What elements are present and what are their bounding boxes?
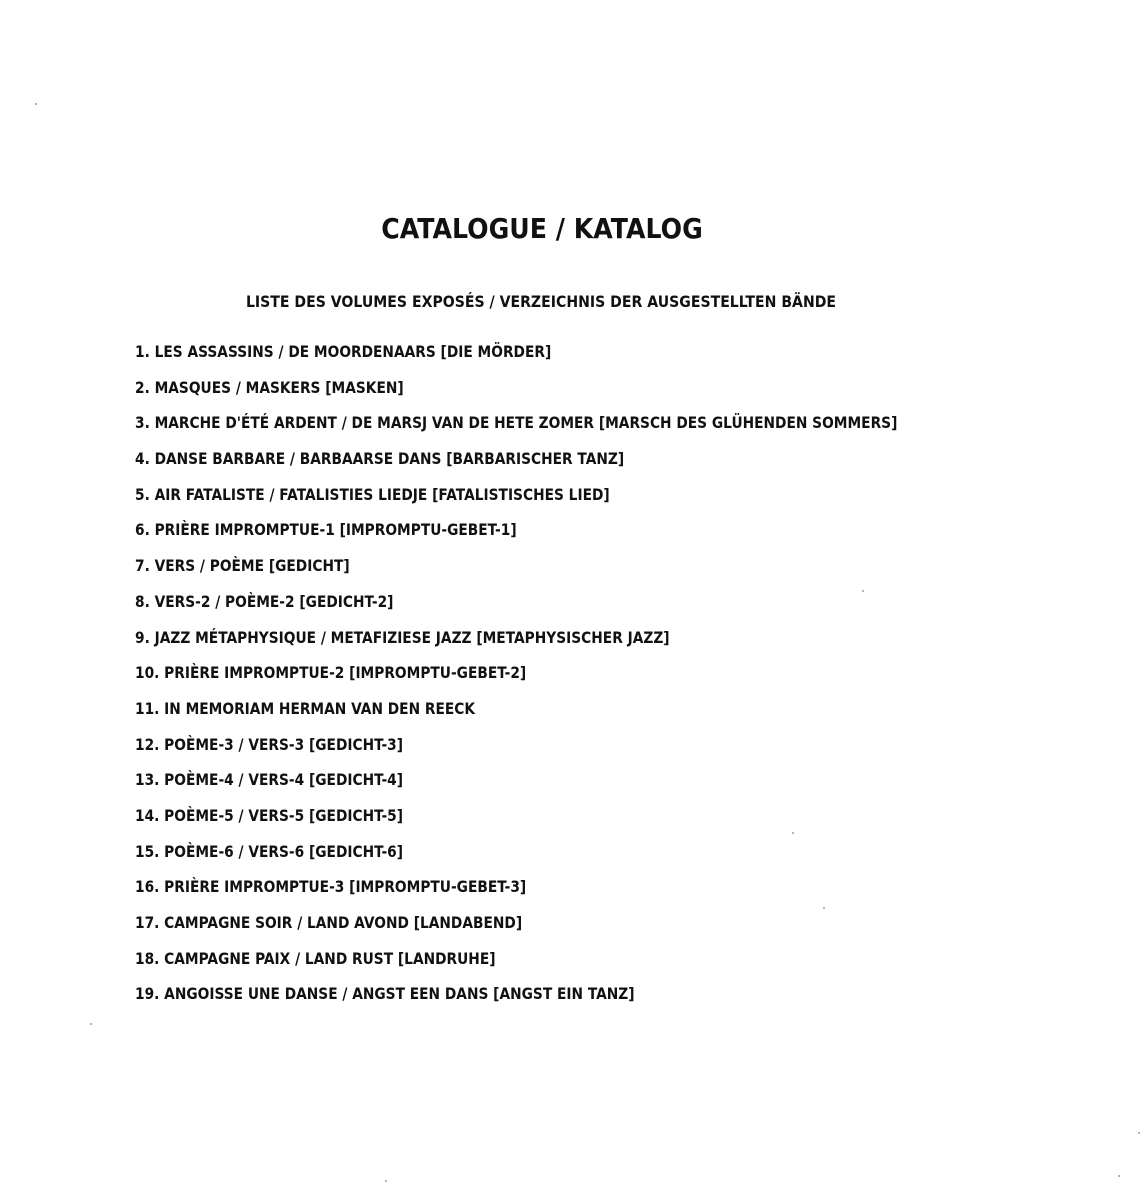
- scan-speck: [862, 590, 864, 592]
- volume-entry: 6. PRIÈRE IMPROMPTUE-1 [IMPROMPTU-GEBET-1]: [135, 520, 517, 540]
- volume-entry: 8. VERS-2 / POÈME-2 [GEDICHT-2]: [135, 591, 394, 611]
- volume-entry: 1. LES ASSASSINS / DE MOORDENAARS [DIE MÖRDER]: [135, 342, 552, 361]
- volume-entry: 12. POÈME-3 / VERS-3 [GEDICHT-3]: [135, 734, 404, 754]
- volume-entry: 18. CAMPAGNE PAIX / LAND RUST [LANDRUHE]: [135, 948, 496, 968]
- scan-speck: [1118, 1175, 1120, 1177]
- volume-entry: 7. VERS / POÈME [GEDICHT]: [135, 556, 350, 576]
- volume-entry: 13. POÈME-4 / VERS-4 [GEDICHT-4]: [135, 770, 404, 790]
- volume-entry: 10. PRIÈRE IMPROMPTUE-2 [IMPROMPTU-GEBET-2]: [135, 663, 527, 683]
- scan-speck: [385, 1180, 387, 1182]
- volume-entry: 9. JAZZ MÉTAPHYSIQUE / METAFIZIESE JAZZ [METAPHYSISCHER JAZZ]: [135, 627, 670, 647]
- scan-speck: [792, 832, 794, 834]
- volume-entry: 17. CAMPAGNE SOIR / LAND AVOND [LANDABEND]: [135, 913, 523, 932]
- catalogue-title: CATALOGUE / KATALOG: [381, 212, 703, 245]
- scan-speck: [35, 103, 37, 105]
- volume-entry: 14. POÈME-5 / VERS-5 [GEDICHT-5]: [135, 805, 404, 825]
- volume-entry: 15. POÈME-6 / VERS-6 [GEDICHT-6]: [135, 841, 404, 861]
- volume-entry: 19. ANGOISSE UNE DANSE / ANGST EEN DANS [ANGST EIN TANZ]: [135, 984, 635, 1004]
- volume-entry: 11. IN MEMORIAM HERMAN VAN DEN REECK: [135, 698, 476, 718]
- catalogue-subtitle: LISTE DES VOLUMES EXPOSÉS / VERZEICHNIS DER AUSGESTELLTEN BÄNDE: [245, 292, 837, 311]
- volume-entry: 2. MASQUES / MASKERS [MASKEN]: [135, 377, 404, 397]
- scan-speck: [1138, 1132, 1140, 1134]
- volume-entry: 3. MARCHE D'ÉTÉ ARDENT / DE MARSJ VAN DE HETE ZOMER [MARSCH DES GLÜHENDEN SOMMERS]: [135, 413, 898, 433]
- scan-speck: [90, 1023, 92, 1025]
- volume-list: [135, 340, 1021, 1018]
- scan-speck: [823, 907, 825, 909]
- volume-entry: 16. PRIÈRE IMPROMPTUE-3 [IMPROMPTU-GEBET-3]: [135, 877, 527, 897]
- volume-entry: 5. AIR FATALISTE / FATALISTIES LIEDJE [FATALISTISCHES LIED]: [135, 484, 610, 504]
- volume-entry: 4. DANSE BARBARE / BARBAARSE DANS [BARBARISCHER TANZ]: [135, 449, 625, 469]
